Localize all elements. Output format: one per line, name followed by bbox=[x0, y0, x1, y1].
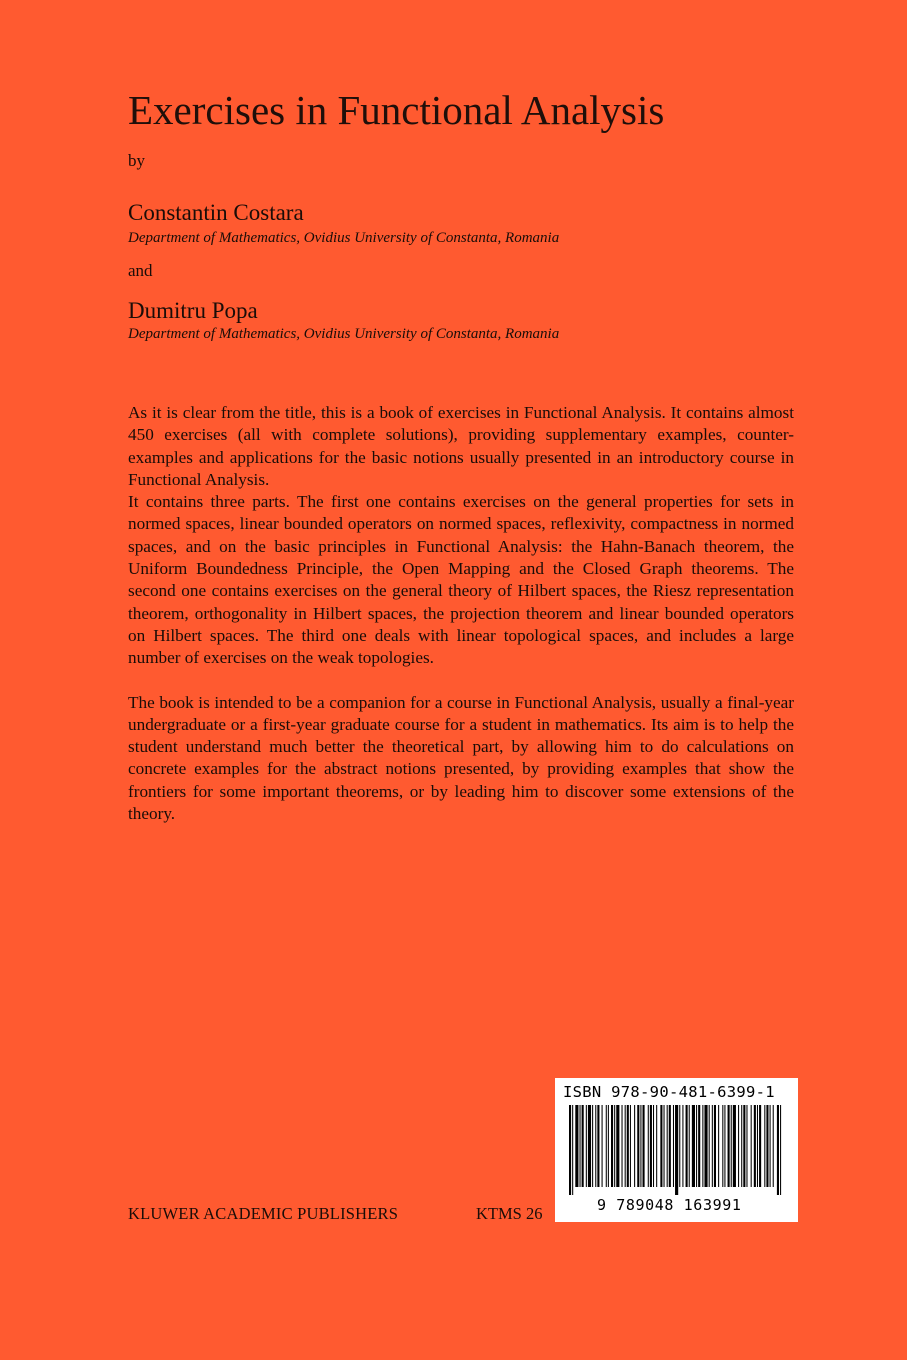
barcode-bar bbox=[597, 1105, 599, 1187]
barcode-bar bbox=[780, 1105, 781, 1195]
book-description bbox=[128, 402, 794, 825]
barcode-bar bbox=[741, 1105, 742, 1187]
barcode-bar bbox=[643, 1105, 645, 1187]
series-label: KTMS 26 bbox=[476, 1204, 543, 1223]
barcode-bar bbox=[679, 1105, 680, 1187]
barcode-bar bbox=[627, 1105, 629, 1187]
description-paragraph-3: The book is intended to be a companion for a course in Functional Analysis, usually a final-year undergraduate or a first-year graduate course for a student in mathematics. Its aim is to help the student understand much better the theoretical part, by allowing him to do calculations on concrete examples for the abstract notions presented, by providing examples that show the frontiers for some important theorems, or by leading him to discover some extensions of the theory. bbox=[128, 692, 794, 824]
barcode-bar bbox=[766, 1105, 768, 1187]
barcode-bars bbox=[569, 1105, 785, 1195]
barcode-bar bbox=[667, 1105, 668, 1187]
barcode-bar bbox=[702, 1105, 703, 1187]
barcode-bar bbox=[648, 1105, 649, 1187]
barcode-bar bbox=[622, 1105, 623, 1187]
barcode-bar bbox=[770, 1105, 771, 1187]
barcode-bar bbox=[682, 1105, 683, 1187]
barcode-bar bbox=[660, 1105, 662, 1187]
barcode-bar bbox=[777, 1105, 779, 1195]
barcode-bar bbox=[724, 1105, 725, 1187]
barcode-bar bbox=[588, 1105, 591, 1187]
barcode-bar bbox=[569, 1105, 571, 1195]
barcode-bar bbox=[580, 1105, 581, 1187]
barcode-bar bbox=[592, 1105, 593, 1187]
barcode-bar bbox=[664, 1105, 665, 1187]
barcode-bar bbox=[625, 1105, 626, 1187]
barcode-bar bbox=[764, 1105, 765, 1187]
barcode-bar bbox=[757, 1105, 758, 1187]
barcode-bar bbox=[692, 1105, 695, 1187]
barcode-bar bbox=[602, 1105, 603, 1187]
barcode-bar bbox=[696, 1105, 697, 1187]
barcode-bar bbox=[773, 1105, 774, 1187]
barcode-bar bbox=[608, 1105, 609, 1187]
barcode-bar bbox=[712, 1105, 713, 1187]
author-name-1: Constantin Costara bbox=[128, 200, 304, 225]
ean-digits: 9 789048 163991 bbox=[597, 1196, 742, 1214]
author-affiliation-1: Department of Mathematics, Ovidius University of Constanta, Romania bbox=[128, 230, 560, 246]
publisher-name: KLUWER ACADEMIC PUBLISHERS bbox=[128, 1204, 399, 1223]
by-label: by bbox=[128, 151, 145, 170]
barcode-bar bbox=[675, 1105, 678, 1195]
barcode-bar bbox=[709, 1105, 710, 1187]
barcode-bar bbox=[743, 1105, 745, 1187]
barcode-bar bbox=[754, 1105, 756, 1187]
barcode-bar bbox=[575, 1105, 578, 1187]
barcode-bar bbox=[669, 1105, 671, 1187]
barcode-bar bbox=[714, 1105, 716, 1187]
barcode-bar bbox=[704, 1105, 707, 1187]
barcode-bar bbox=[650, 1105, 652, 1187]
barcode-bar bbox=[630, 1105, 631, 1187]
barcode-bar bbox=[673, 1105, 674, 1187]
barcode-bar bbox=[653, 1105, 654, 1187]
barcode-bar bbox=[759, 1105, 761, 1187]
barcode-bar bbox=[751, 1105, 752, 1187]
barcode-bar bbox=[722, 1105, 723, 1187]
isbn-label: ISBN 978-90-481-6399-1 bbox=[563, 1083, 775, 1101]
author-name-2: Dumitru Popa bbox=[128, 298, 258, 323]
description-paragraph-2: It contains three parts. The first one contains exercises on the general properties for sets in normed spaces, linear bounded operators on normed spaces, reflexivity, compactness in normed spaces, and on the basic principles in Functional Analysis: the Hahn-Banach theorem, the Uniform Boundedness Principle, the Open Mapping and the Closed Graph theorems. The second one contains exercises on the general theory of Hilbert spaces, the Riesz representation theorem, orthogonality in Hilbert spaces, the projection theorem and linear bounded operators on Hilbert spaces. The third one deals with linear topological spaces, and includes a large number of exercises on the weak topologies. bbox=[128, 492, 794, 668]
barcode-bar bbox=[614, 1105, 615, 1187]
barcode-bar bbox=[698, 1105, 700, 1187]
barcode-bar bbox=[586, 1105, 587, 1187]
barcode-bar bbox=[572, 1105, 573, 1195]
description-paragraph-1: As it is clear from the title, this is a book of exercises in Functional Analysis. It contains almost 450 exercises (all with complete solutions), providing supplementary examples, counter-examples and applications for the basic notions usually presented in an introductory course in Functional Analysis. bbox=[128, 403, 794, 489]
and-label: and bbox=[128, 261, 153, 280]
author-affiliation-2: Department of Mathematics, Ovidius University of Constanta, Romania bbox=[128, 326, 560, 342]
isbn-barcode bbox=[555, 1078, 798, 1222]
barcode-bar bbox=[728, 1105, 730, 1187]
barcode-bar bbox=[656, 1105, 657, 1187]
barcode-bar bbox=[640, 1105, 641, 1187]
barcode-bar bbox=[611, 1105, 613, 1187]
barcode-bar bbox=[634, 1105, 635, 1187]
barcode-bar bbox=[637, 1105, 639, 1187]
barcode-bar bbox=[689, 1105, 690, 1187]
barcode-bar bbox=[686, 1105, 688, 1187]
barcode-bar bbox=[606, 1105, 607, 1187]
barcode-bar bbox=[616, 1105, 619, 1187]
barcode-bar bbox=[595, 1105, 596, 1187]
barcode-bar bbox=[718, 1105, 719, 1187]
barcode-bar bbox=[731, 1105, 732, 1187]
barcode-bar bbox=[582, 1105, 584, 1187]
barcode-bar bbox=[733, 1105, 736, 1187]
barcode-bar bbox=[738, 1105, 739, 1187]
barcode-bar bbox=[746, 1105, 747, 1187]
book-title: Exercises in Functional Analysis bbox=[128, 87, 665, 133]
